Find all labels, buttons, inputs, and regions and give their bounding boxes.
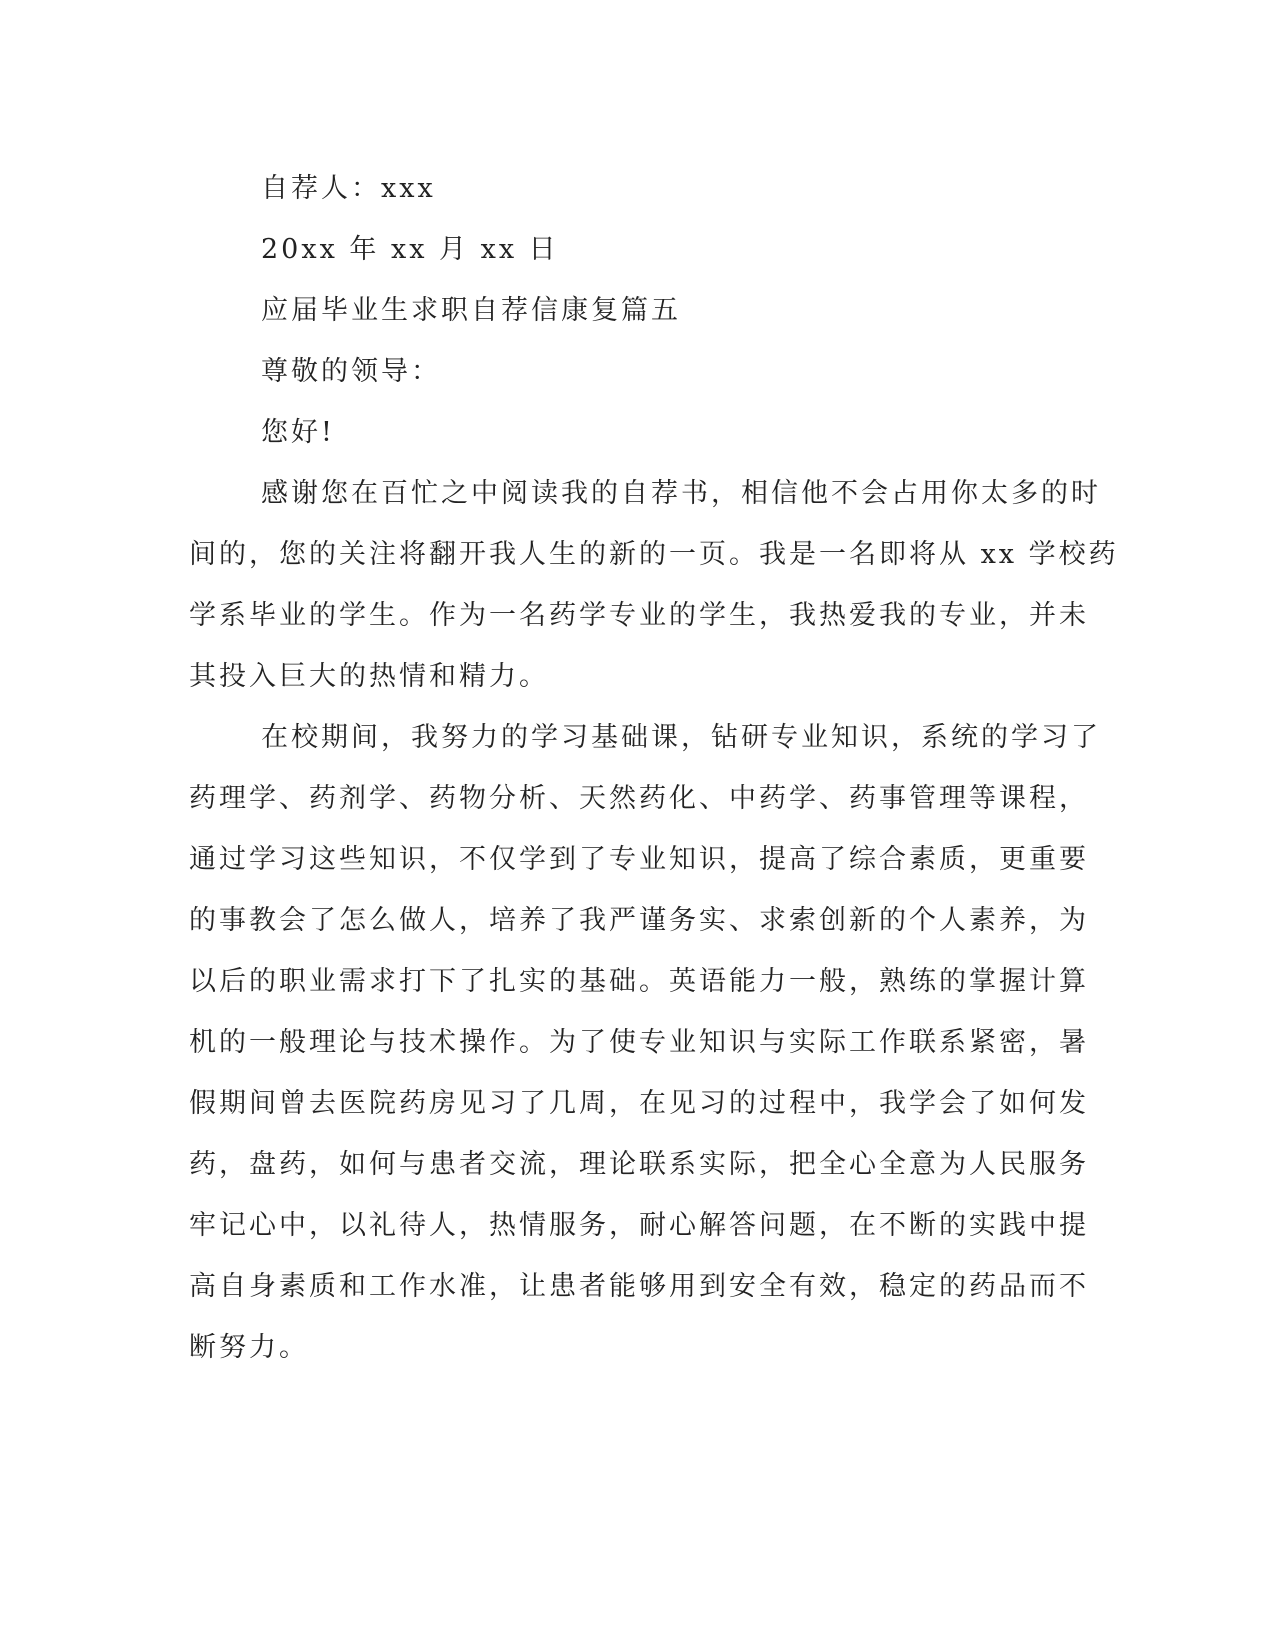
- paragraph-line: 通过学习这些知识，不仅学到了专业知识，提高了综合素质，更重要: [189, 844, 1089, 875]
- letter-body: [189, 158, 1119, 1378]
- paragraph-line: 药，盘药，如何与患者交流，理论联系实际，把全心全意为人民服务: [189, 1149, 1089, 1180]
- paragraph-line: 假期间曾去医院药房见习了几周，在见习的过程中，我学会了如何发: [189, 1088, 1089, 1119]
- paragraph-line: 在校期间，我努力的学习基础课，钻研专业知识，系统的学习了: [261, 722, 1101, 753]
- salutation: 尊敬的领导：: [261, 356, 441, 387]
- letter-title: 应届毕业生求职自荐信康复篇五: [261, 295, 681, 326]
- paragraph-line: 间的，您的关注将翻开我人生的新的一页。我是一名即将从 xx 学校药: [189, 539, 1119, 570]
- paragraph-line: 药理学、药剂学、药物分析、天然药化、中药学、药事管理等课程，: [189, 783, 1089, 814]
- paragraph-intro: [189, 463, 1119, 707]
- date-line: 20xx 年 xx 月 xx 日: [261, 234, 559, 265]
- paragraph-school: [189, 707, 1101, 1378]
- paragraph-line: 学系毕业的学生。作为一名药学专业的学生，我热爱我的专业，并未: [189, 600, 1089, 631]
- paragraph-line: 机的一般理论与技术操作。为了使专业知识与实际工作联系紧密，暑: [189, 1027, 1089, 1058]
- greeting: 您好!: [261, 417, 335, 448]
- paragraph-line: 断努力。: [189, 1332, 309, 1363]
- paragraph-line: 以后的职业需求打下了扎实的基础。英语能力一般，熟练的掌握计算: [189, 966, 1089, 997]
- paragraph-line: 牢记心中，以礼待人，热情服务，耐心解答问题，在不断的实践中提: [189, 1210, 1089, 1241]
- paragraph-line: 感谢您在百忙之中阅读我的自荐书，相信他不会占用你太多的时: [261, 478, 1101, 509]
- paragraph-line: 其投入巨大的热情和精力。: [189, 661, 549, 692]
- paragraph-line: 的事教会了怎么做人，培养了我严谨务实、求索创新的个人素养，为: [189, 905, 1089, 936]
- signature-line: 自荐人：xxx: [261, 173, 436, 204]
- paragraph-line: 高自身素质和工作水准，让患者能够用到安全有效，稳定的药品而不: [189, 1271, 1089, 1302]
